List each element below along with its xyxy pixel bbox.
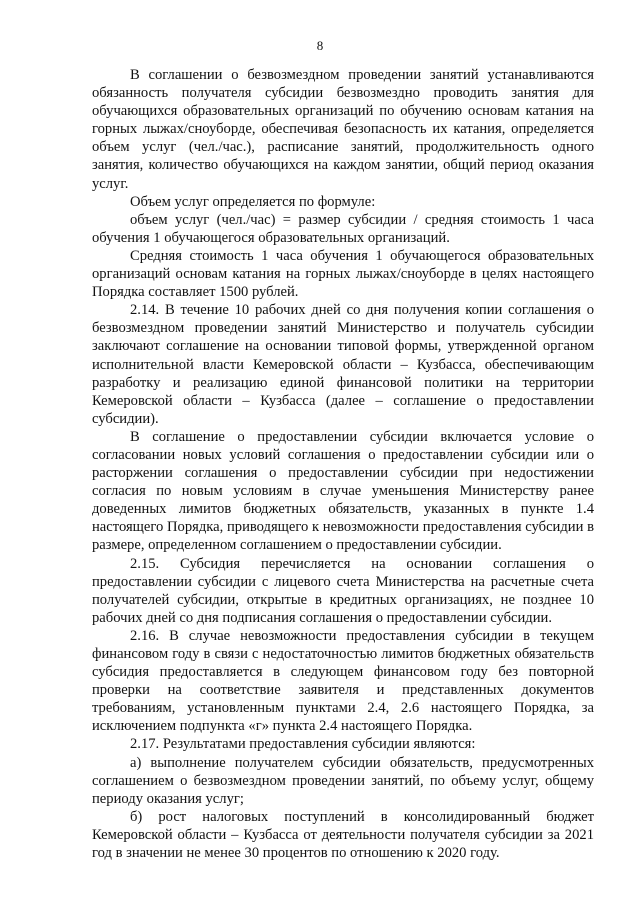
paragraph-average-cost: Средняя стоимость 1 часа обучения 1 обучающегося образовательных организаций основам катания на горных лыжах/сноуборде в целях настоящего Порядка составляет 1500 рублей. <box>92 247 594 301</box>
paragraph-result-a: а) выполнение получателем субсидии обязательств, предусмотренных соглашением о безвозмездном проведении занятий, по объему услуг, общему периоду оказания услуг; <box>92 754 594 807</box>
paragraph-formula-intro: Объем услуг определяется по формуле: <box>130 193 376 210</box>
paragraph-2-15: 2.15. Субсидия перечисляется на основании соглашения о предоставлении субсидии с лицевого счета Министерства на расчетные счета получателей субсидии, открытые в кредитных организациях, не позднее 10 рабочих дней со дня подписания соглашения о предоставлении субсидии. <box>92 555 594 626</box>
paragraph-2-17: 2.17. Результатами предоставления субсидии являются: <box>130 736 476 753</box>
page-number: 8 <box>316 38 324 53</box>
paragraph-result-b: б) рост налоговых поступлений в консолидированный бюджет Кемеровской области – Кузбасса от деятельности получателя субсидии за 2021 год в значении не менее 30 процентов по отношению к 2020 году. <box>92 808 594 862</box>
paragraph-subsidy-agreement-condition: В соглашение о предоставлении субсидии включается условие о согласовании новых условий соглашения о предоставлении субсидии или о расторжении соглашения о предоставлении субсидии при недостижении согласия по новым условиям в случае уменьшения Министерству ранее доведенных лимитов бюджетных обязательств, указанных в пункте 1.4 настоящего Порядка, приводящего к невозможности предоставления субсидии в размере, определенном соглашением о предоставлении субсидии. <box>92 428 594 554</box>
paragraph-2-14: 2.14. В течение 10 рабочих дней со дня получения копии соглашения о безвозмездном проведении занятий Министерство и получатель субсидии заключают соглашение на основании типовой формы, утвержденной органом исполнительной власти Кемеровской области – Кузбасса, обеспечивающим разработку и реализацию единой финансовой политики на территории Кемеровской области – Кузбасса (далее – соглашение о предоставлении субсидии). <box>92 302 594 427</box>
paragraph-agreement-obligations: В соглашении о безвозмездном проведении занятий устанавливаются обязанность получателя субсидии безвозмездно проводить занятия для обучающихся образовательных организаций по обучению основам катания на горных лыжах/сноуборде, обеспечивая безопасность их катания, определяется объем услуг (чел./час.), расписание занятий, продолжительность одного занятия, количество обучающихся на каждом занятии, общий период оказания услуг. <box>92 67 594 192</box>
paragraph-2-16: 2.16. В случае невозможности предоставления субсидии в текущем финансовом году в связи с недостаточностью лимитов бюджетных обязательств субсидия предоставляется в следующем финансовом году без повторной проверки на соответствие заявителя и представленных документов требованиям, установленным пунктами 2.4, 2.6 настоящего Порядка, за исключением подпункта «г» пункта 2.4 настоящего Порядка. <box>92 627 594 735</box>
document-body <box>92 66 594 862</box>
paragraph-formula: объем услуг (чел./час) = размер субсидии / средняя стоимость 1 часа обучения 1 обучающегося образовательных организаций. <box>92 211 594 246</box>
